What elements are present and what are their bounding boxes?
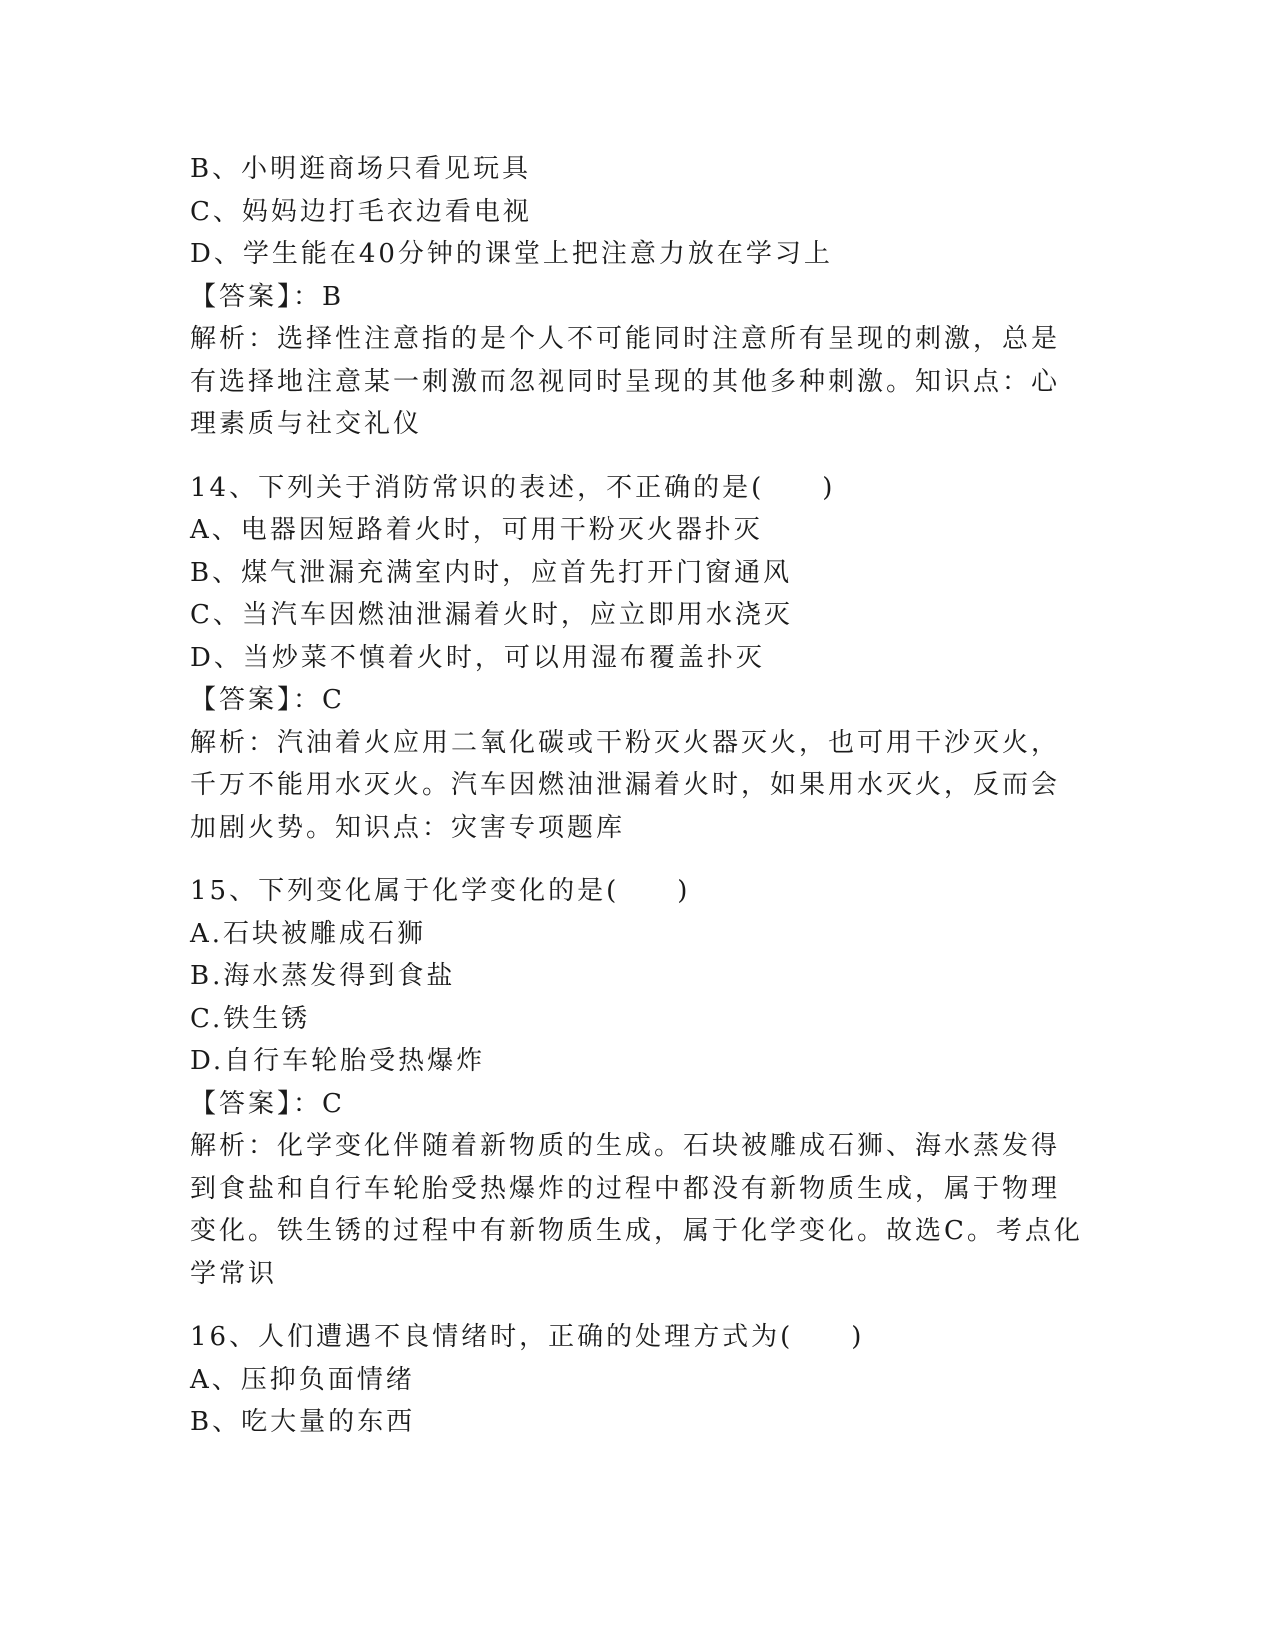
question-15 [190,870,1090,1295]
explanation-line: 加剧火势。知识点：灾害专项题库 [190,812,626,843]
question-13 [190,148,1090,446]
spacer [190,849,1090,870]
explanation-line: 到食盐和自行车轮胎受热爆炸的过程中都没有新物质生成，属于物理 [190,1173,1061,1204]
question-14 [190,467,1090,850]
option-d: D、学生能在40分钟的课堂上把注意力放在学习上 [190,239,833,269]
explanation-line: 解析：选择性注意指的是个人不可能同时注意所有呈现的刺激，总是 [190,324,1061,354]
option-c: C、当汽车因燃油泄漏着火时，应立即用水浇灭 [190,600,793,630]
option-c: C、妈妈边打毛衣边看电视 [190,196,532,227]
option-b: B、小明逛商场只看见玩具 [190,154,532,184]
explanation-line: 千万不能用水灭火。汽车因燃油泄漏着火时，如果用水灭火，反而会 [190,770,1061,800]
explanation-line: 解析：化学变化伴随着新物质的生成。石块被雕成石狮、海水蒸发得 [190,1131,1061,1161]
question-text: 16、人们遭遇不良情绪时，正确的处理方式为( ) [190,1322,865,1352]
explanation-line: 变化。铁生锈的过程中有新物质生成，属于化学变化。故选C。考点化 [190,1216,1083,1246]
question-text: 15、下列变化属于化学变化的是( ) [190,876,691,906]
option-d: D、当炒菜不慎着火时，可以用湿布覆盖扑灭 [190,642,765,673]
explanation-line: 学常识 [190,1258,278,1289]
spacer [190,446,1090,467]
option-d: D.自行车轮胎受热爆炸 [190,1046,486,1076]
question-text: 14、下列关于消防常识的表述，不正确的是( ) [190,472,836,503]
explanation-line: 有选择地注意某一刺激而忽视同时呈现的其他多种刺激。知识点：心 [190,366,1061,397]
option-c: C.铁生锈 [190,1003,311,1034]
option-b: B.海水蒸发得到食盐 [190,961,456,991]
option-b: B、吃大量的东西 [190,1407,416,1437]
explanation-line: 理素质与社交礼仪 [190,409,423,439]
answer: 【答案】：B [190,281,345,312]
answer: 【答案】：C [190,1088,345,1119]
option-a: A、压抑负面情绪 [190,1364,415,1395]
answer: 【答案】：C [190,685,345,715]
document-page [190,148,1090,1444]
spacer [190,1295,1090,1316]
option-a: A.石块被雕成石狮 [190,918,427,949]
option-b: B、煤气泄漏充满室内时，应首先打开门窗通风 [190,557,793,588]
option-a: A、电器因短路着火时，可用干粉灭火器扑灭 [190,515,763,545]
question-16 [190,1316,1090,1444]
explanation-line: 解析：汽油着火应用二氧化碳或干粉灭火器灭火，也可用干沙灭火， [190,727,1061,758]
